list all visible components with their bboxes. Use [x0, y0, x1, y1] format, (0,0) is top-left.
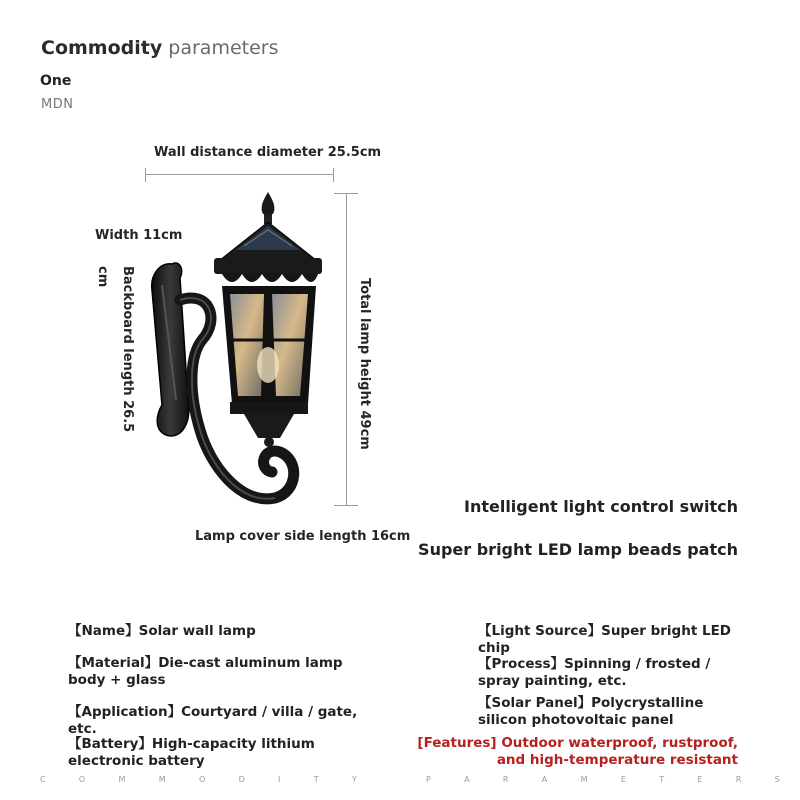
spec-material	[68, 655, 368, 689]
wall-distance-tick-right	[333, 168, 334, 182]
wall-distance-tick-left	[145, 168, 146, 182]
title-bold: Commodity	[41, 37, 163, 59]
footer-letter: E	[697, 775, 703, 784]
cover-side-label: Lamp cover side length 16cm	[195, 529, 411, 544]
model-name: One	[40, 73, 72, 89]
spec-material-value: Die-cast aluminum lamp body + glass	[68, 655, 343, 688]
spec-name-value: Solar wall lamp	[138, 623, 256, 639]
footer-letter: A	[541, 775, 548, 784]
footer-letter: C	[40, 775, 46, 784]
spec-light-source-label: 【Light Source】	[478, 623, 602, 639]
spec-application-value: Courtyard / villa / gate, etc.	[68, 704, 358, 737]
spec-process-value: Spinning / frosted / spray painting, etc.	[478, 656, 711, 689]
footer-letter: R	[502, 775, 509, 784]
total-height-label: Total lamp height 49cm	[357, 278, 372, 450]
wall-distance-line	[145, 174, 333, 175]
spec-features-label: [Features]	[417, 735, 497, 751]
footer-letter: A	[464, 775, 470, 784]
footer-letter: O	[78, 775, 86, 784]
footer-letter: P	[425, 775, 431, 784]
footer-letter: O	[198, 775, 206, 784]
spec-application	[68, 704, 388, 738]
footer-letter: I	[278, 775, 281, 784]
wall-distance-label: Wall distance diameter 25.5cm	[154, 145, 382, 160]
footer-letter: E	[620, 775, 626, 784]
spec-light-source-value: Super bright LED chip	[478, 623, 732, 656]
feature-light-control: Intelligent light control switch	[463, 497, 738, 516]
spec-name-label: 【Name】	[68, 623, 139, 639]
footer-letter: D	[238, 775, 245, 784]
spec-battery	[68, 736, 378, 770]
spec-battery-label: 【Battery】	[68, 736, 152, 752]
title-light: parameters	[168, 37, 279, 59]
spec-solar-panel	[478, 695, 740, 729]
spec-solar-panel-value: Polycrystalline silicon photovoltaic panel	[478, 695, 704, 728]
backboard-unit-label: cm	[95, 266, 110, 288]
backboard-label: Backboard length 26.5	[120, 266, 135, 433]
page-title	[41, 37, 279, 59]
spec-application-label: 【Application】	[68, 704, 182, 720]
model-code: MDN	[41, 97, 74, 112]
spec-solar-panel-label: 【Solar Panel】	[478, 695, 592, 711]
spec-features	[410, 735, 738, 769]
footer-letter: T	[659, 775, 665, 784]
footer-letter: M	[580, 775, 588, 784]
footer-letter: Y	[351, 775, 357, 784]
footer-letter	[390, 775, 393, 784]
footer-letter: S	[774, 775, 780, 784]
feature-led-beads: Super bright LED lamp beads patch	[418, 540, 738, 559]
total-height-line	[346, 193, 347, 505]
spec-name	[68, 623, 368, 640]
footer-commodity-parameters	[40, 775, 780, 784]
footer-letter: R	[735, 775, 742, 784]
spec-process-label: 【Process】	[478, 656, 565, 672]
spec-features-value: Outdoor waterproof, rustproof, and high-temperature resistant	[496, 735, 738, 768]
footer-letter: M	[158, 775, 166, 784]
spec-battery-value: High-capacity lithium electronic battery	[68, 736, 315, 769]
spec-material-label: 【Material】	[68, 655, 159, 671]
footer-letter: M	[118, 775, 126, 784]
footer-letter: T	[313, 775, 319, 784]
spec-light-source	[478, 623, 748, 657]
spec-process	[478, 656, 740, 690]
solar-wall-lamp-image	[140, 190, 340, 510]
width-label: Width 11cm	[95, 228, 183, 243]
